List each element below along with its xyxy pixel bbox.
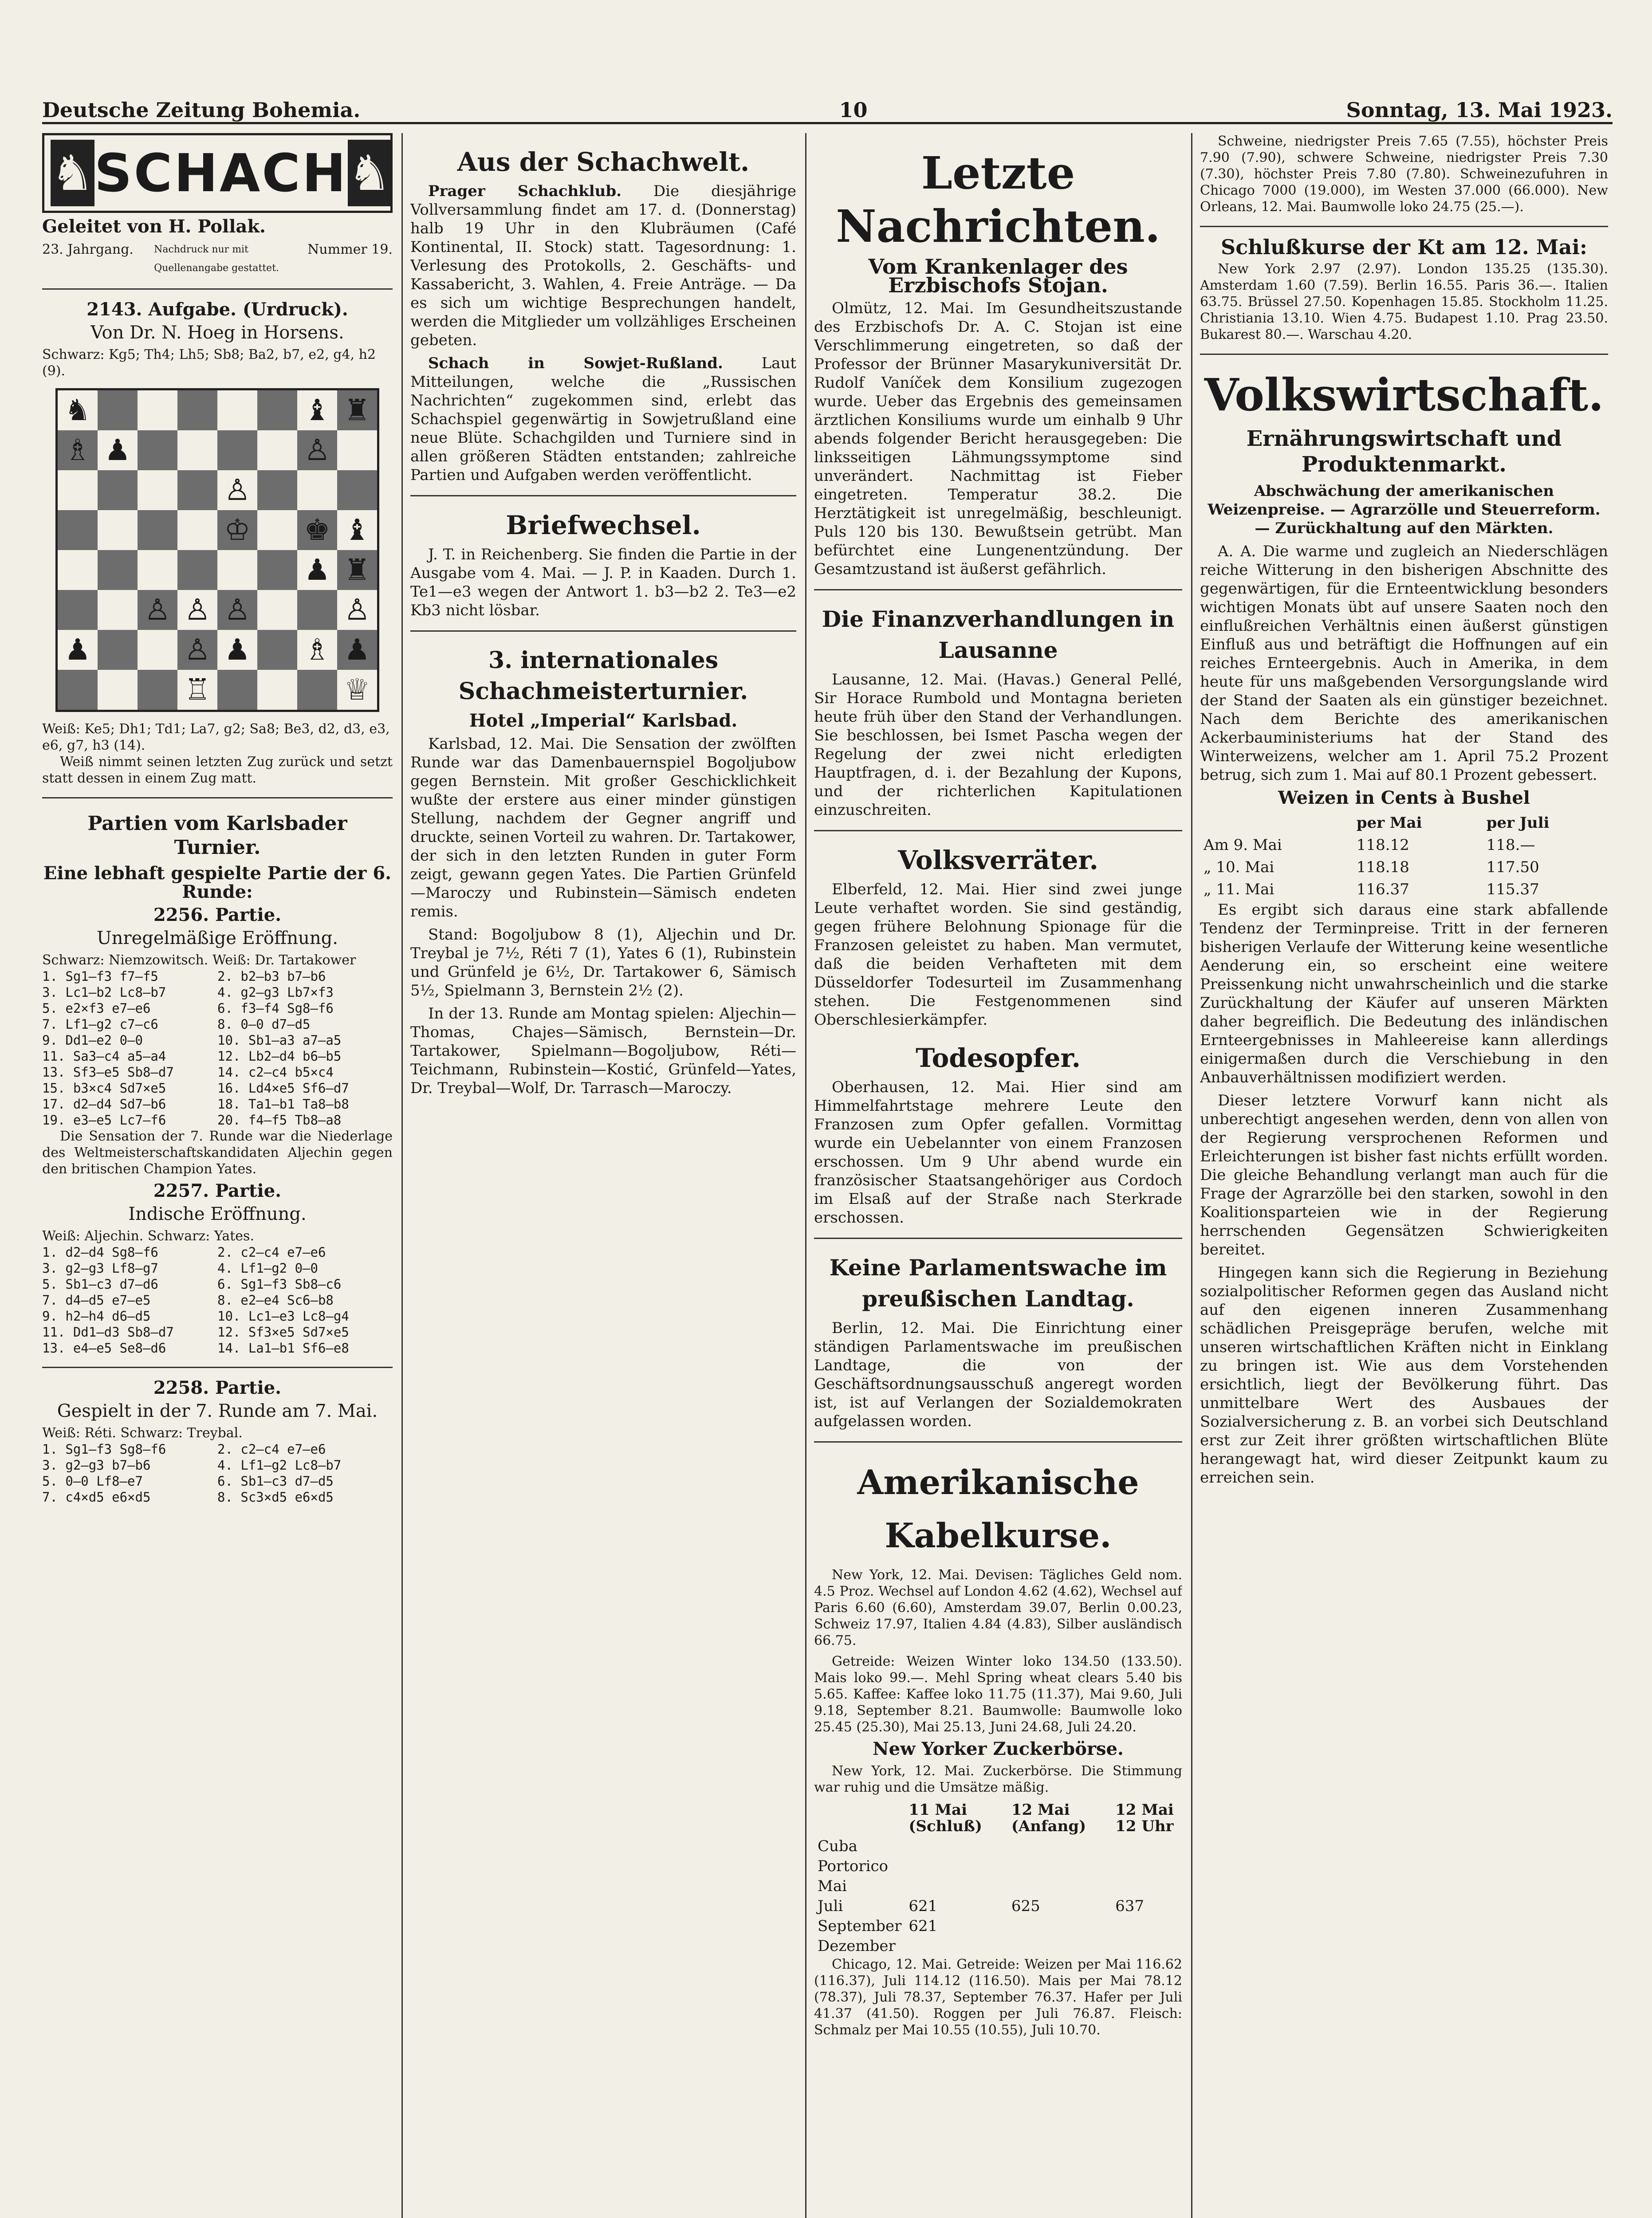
board-square [177,630,217,670]
issue-date: Sonntag, 13. Mai 1923. [1346,98,1613,122]
table-cell: 621 [909,1917,938,1935]
move-entry: 12. Lb2—d4 b6—b5 [217,1049,342,1064]
table-cell: 637 [1115,1897,1144,1915]
table-row [1200,856,1608,878]
chess-piece-icon: ♟ [64,633,91,667]
board-square [257,470,297,510]
move-entry: 1. d2—d4 Sg8—f6 [42,1245,158,1260]
chess-news-column [410,133,796,2218]
move-entry: 8. e2—e4 Sc6—b8 [217,1293,334,1308]
divider [1200,354,1608,355]
table-row [814,1800,1182,1837]
chess-piece-icon: ♙ [304,433,330,467]
divider [410,495,796,496]
board-square [58,510,98,550]
prussia-title: Keine Parlamentswache im preußischen Landtag. [829,1255,1167,1312]
table-cell [1112,1916,1182,1936]
board-square [177,590,217,630]
chess-piece-icon: ♟ [344,633,370,667]
board-square [177,390,217,430]
table-row [814,1896,1182,1916]
board-square [58,470,98,510]
table-cell [905,1936,1007,1956]
stojan-title: Vom Krankenlager des Erzbischofs Stojan. [868,255,1128,297]
board-square [257,630,297,670]
move-entry: 4. Lf1—g2 0—0 [217,1261,318,1276]
chicago-text: Chicago, 12. Mai. Getreide: Weizen per Mai 116.62 (116.37), Juli 114.12 (116.50). Mais per Mai 78.12 (78.37), Juli 78.37, September 76.37. Hafer per Juli 41.37 (41.50). Roggen per Juli 76.87. Fleisch: Schmalz per Mai 10.55 (10.55), Juli 10.70. [814,1957,1182,2038]
board-square [297,430,337,470]
board-square [257,510,297,550]
move-entry: 14. La1—b1 Sf6—e8 [217,1341,349,1356]
move-entry: 10. Sb1—a3 a7—a5 [217,1033,342,1048]
table-row [1200,878,1608,901]
tournament-title: 3. internationales Schachmeisterturnier. [458,647,748,705]
table-cell: per Juli [1486,814,1550,832]
sugar-text: New York, 12. Mai. Zuckerbörse. Die Stimmung war ruhig und die Umsätze mäßig. [814,1763,1182,1795]
chess-piece-icon: ♗ [64,433,91,467]
board-square [217,430,257,470]
chess-volume: 23. Jahrgang. [42,242,134,257]
game1-moves [42,968,393,1128]
economy-text-4: Hingegen kann sich die Regierung in Beziehung sozialpolitischer Reformen gegen das Ausland nicht auf den eigenen inneren Zusammenhang schädlichen Preisgepräge berufen, welche mit unseren wirtschaftlichen Kräften nicht in Einklang zu bringen ist. Wie aus dem Vorstehenden ersichtlich, liegt der Bevölkerung führt. Das unmittelbare Wert des Ausbaues der Sozialversicherung z. B. an vorbei sich Deutschland erst zur Zeit ihrer größten wirtschaftlichen Blüte herangewagt hat, wird dieser Zeitpunkt kaum zu erreichen sein. [1200,1264,1608,1487]
soviet-text: Laut Mitteilungen, welche die „Russischen Nachrichten“ zugekommen sind, erlebt das Schachspiel gegenwärtig in Sowjetrußland eine neue Blüte. Schachgilden und Turniere sind in allen größeren Städten entstanden; zahlreiche Partien und Aufgaben werden veröffentlicht. [410,354,796,484]
board-square [58,630,98,670]
latest-news-title: Letzte Nachrichten. [836,147,1160,252]
move-entry: 7. Lf1—g2 c7—c6 [42,1017,158,1032]
cable-text-2: Getreide: Weizen Winter loko 134.50 (133.50). Mais loko 99.—. Mehl Spring wheat clears 5.40 bis 5.65. Kaffee: Kaffee loko 11.75 (11.37), Mai 9.60, Juli 9.18, September 8.21. Baumwolle: Baumwolle loko 25.45 (25.30), Mai 25.13, Juni 24.68, Juli 24.20. [814,1654,1182,1735]
move-entry: 6. Sg1—f3 Sb8—c6 [217,1277,342,1292]
game1-sub: Eine lebhaft gespielte Partie der 6. Runde: [43,863,392,902]
tournament-round13: In der 13. Runde am Montag spielen: Aljechin—Thomas, Chajes—Sämisch, Bernstein—Dr. Tartakower, Spielmann—Bogoljubow, Réti—Teichmann, Rubinstein—Kostić, Grünfeld—Yates, Dr. Treybal—Wolf, Dr. Tarrasch—Maroczy. [410,1005,796,1097]
board-square [337,510,377,550]
knight-icon: ♞ [51,140,94,206]
move-entry: 15. b3×c4 Sd7×e5 [42,1081,166,1096]
board-square [297,510,337,550]
economy-subtitle: Ernährungswirtschaft und Produktenmarkt. [1246,426,1562,477]
chess-number: Nummer 19. [307,242,393,257]
table-cell: Am 9. Mai [1204,836,1282,854]
divider [814,1238,1182,1239]
table-cell [905,1856,1007,1876]
chess-title: SCHACH [94,142,348,204]
zurich-text: New York 2.97 (2.97). London 135.25 (135.30). Amsterdam 1.60 (7.59). Berlin 16.55. Paris 36.—. Italien 63.75. Brüssel 27.50. Kopenhagen 15.85. Stockholm 11.25. Christiania 13.10. Wien 4.75. Budapest 1.10. Prag 23.50. Bukarest 80.—. Warschau 4.20. [1200,261,1608,342]
game2-opening: Indische Eröffnung. [128,1204,307,1224]
board-square [138,590,177,630]
table-cell: 115.37 [1486,881,1539,898]
soviet-title: Schach in Sowjet-Rußland. [428,354,723,372]
chess-piece-icon: ♕ [344,672,370,707]
table-cell: „ 10. Mai [1204,858,1274,876]
chess-piece-icon: ♙ [224,593,251,627]
move-entry: 6. f3—f4 Sg8—f6 [217,1001,334,1016]
move-entry: 11. Sa3—c4 a5—a4 [42,1049,166,1064]
letters-text: J. T. in Reichenberg. Sie finden die Partie in der Ausgabe vom 4. Mai. — J. P. in Kaaden. Durch 1. Te1—e3 wegen der Antwort 1. b3—b2 2. Te3—e2 Kb3 nicht lösbar. [410,546,796,619]
chess-reprint: Nachdruck nur mit Quellenangabe gestattet. [154,244,279,274]
newspaper-title: Deutsche Zeitung Bohemia. [42,98,361,122]
board-square [337,670,377,710]
board-square [98,670,138,710]
chess-board [55,388,379,712]
move-entry: 5. e2×f3 e7—e6 [42,1001,151,1016]
board-square [217,390,257,430]
zurich-title: Schlußkurse der Kt am 12. Mai: [1221,235,1587,259]
board-square [297,470,337,510]
board-square [138,550,177,590]
table-cell: Dezember [818,1937,896,1955]
death-title: Todesopfer. [916,1043,1081,1073]
table-row [1200,834,1608,856]
table-cell [814,1800,905,1837]
table-cell: 625 [1011,1897,1040,1915]
economy-subtitle-2: Abschwächung der amerikanischen Weizenpreise. — Agrarzölle und Steuerreform. — Zurückhaltung auf den Märkten. [1208,482,1601,537]
board-square [138,470,177,510]
board-square [138,630,177,670]
wheat-table [1200,812,1608,901]
board-square [58,550,98,590]
table-cell: Cuba [818,1837,857,1855]
move-entry: 4. g2—g3 Lb7×f3 [217,985,334,1000]
chess-piece-icon: ♟ [104,433,131,467]
move-entry: 2. c2—c4 e7—e6 [217,1245,326,1260]
divider [42,797,393,798]
board-square [98,630,138,670]
move-entry: 13. e4—e5 Se8—d6 [42,1341,166,1356]
board-square [337,430,377,470]
board-square [98,470,138,510]
tournament-text: Karlsbad, 12. Mai. Die Sensation der zwölften Runde war das Damenbauernspiel Bogoljubow gegen Bernstein. Mit großer Geschicklichkeit wußte der erstere aus einer minder günstigen Stellung, nachdem der Gegner angriff und druckte, seinen Vorteil zu wahren. Dr. Tartakower, der sich in den letzten Runden in guter Form zeigt, gewann gegen Yates. Die Partien Grünfeld—Maroczy und Rubinstein—Sämisch endeten remis. [410,735,796,920]
traitor-text: Elberfeld, 12. Mai. Hier sind zwei junge Leute verhaftet worden. Sie sind geständig, gegen frühere Belohnung Spionage für die Franzosen geleistet zu haben. Man vermutet, daß die beiden Verhafteten mit dem Düsseldorfer Todesurteil im Zusammenhang stehen. Die Festgenommenen sind Oberschlesierkämpfer. [814,881,1182,1029]
board-square [257,590,297,630]
move-entry: 7. d4—d5 e7—e5 [42,1293,151,1308]
board-square [217,630,257,670]
wheat-title: Weizen in Cents à Bushel [1278,787,1530,808]
move-entry: 12. Sf3×e5 Sd7×e5 [217,1325,349,1340]
sugar-table [814,1800,1182,1956]
board-square [177,670,217,710]
chess-meta [42,240,393,278]
column-divider [805,133,806,2218]
table-row [814,1856,1182,1876]
board-square [297,670,337,710]
page-header [42,91,1613,124]
board-square [337,550,377,590]
move-entry: 7. c4×d5 e6×d5 [42,1490,151,1505]
tournament-sub: Hotel „Imperial“ Karlsbad. [469,710,738,731]
move-entry: 14. c2—c4 b5×c4 [217,1065,334,1080]
move-entry: 3. g2—g3 b7—b6 [42,1458,151,1473]
column-divider [1191,133,1192,2218]
board-square [297,590,337,630]
move-entry: 3. g2—g3 Lf8—g7 [42,1261,158,1276]
board-square [177,470,217,510]
board-square [257,550,297,590]
problem-title: 2143. Aufgabe. (Urdruck). [87,299,348,320]
economy-text: A. A. Die warme und zugleich an Niederschlägen reiche Witterung in den bisherigen Abschnitte des gegenwärtigen, für die Ernteentwicklung besonders wichtigen Monats übt auf unsere Saaten noch den einflußreichen Verhältnis einen äußerst günstigen Einfluß aus und beträftigt die Hoffnungen auf ein reiches Ernteergebnis. Auch in Amerika, in dem heute für uns maßgebenden Versorgungslande wird der Stand der Saaten als ein günstiger bezeichnet. Nach dem Berichte des amerikanischen Ackerbauministeriums hat der Stand des Winterweizens, welcher am 1. April 75.2 Prozent betrug, sich zum 1. Mai auf 80.1 Prozent gebessert. [1200,543,1608,784]
chess-piece-icon: ♖ [184,672,211,707]
chess-piece-icon: ♗ [304,633,330,667]
game2-players: Weiß: Aljechin. Schwarz: Yates. [42,1228,254,1244]
economy-title: Volkswirtschaft. [1204,369,1604,421]
chess-piece-icon: ♝ [344,513,370,547]
economy-text-3: Dieser letztere Vorwurf kann nicht als unberechtigt angesehen werden, denn von allen von der Regierung versprochenen Reformen und Erleichterungen ist bisher fast nichts erfüllt worden. Die gleiche Behandlung verlangt man auch für die Frage der Agrarzölle bei den starken, sowohl in den Koalitionsparteien wie in der Regierung herrschenden Gegensätzen Schwierigkeiten bereitet. [1200,1092,1608,1258]
club-text: Die diesjährige Vollversammlung findet am 17. d. (Donnerstag) halb 19 Uhr in den Klubräumen (Café Kontinental, II. Stock) statt. Tagesordnung: 1. Verlesung des Protokolls, 2. Geschäfts- und Kassabericht, 3. Wahlen, 4. Freie Anträge. — Da es sich um wichtige Besprechungen handelt, werden die Mitglieder um vollzähliges Erscheinen gebeten. [410,182,796,349]
table-cell: Juli [818,1897,843,1915]
board-square [98,390,138,430]
table-cell: 11 Mai (Schluß) [909,1801,982,1835]
stojan-text: Olmütz, 12. Mai. Im Gesundheitszustande des Erzbischofs Dr. A. C. Stojan ist eine Verschlimmerung eingetreten, so daß der Professor der Brünner Masarykuniversität Dr. Rudolf Vaníček dem Konsilium zugezogen wurde. Ueber das Ergebnis des gemeinsamen ärztlichen Konsiliums wurde um einhalb 9 Uhr abends folgender Bericht herausgegeben: Die linksseitigen Lähmungssymptome sind unverändert. Nachmittag ist Fieber eingetreten. Temperatur 38.2. Die Herztätigkeit ist unregelmäßig, beschleunigt. Puls 120 bis 130. Bewußtsein getrübt. Man befürchtet eine Lungenentzündung. Der Gesamtzustand ist äußerst gefährlich. [814,299,1182,578]
game1-opening: Unregelmäßige Eröffnung. [96,928,338,948]
table-cell: 118.12 [1356,836,1409,854]
table-cell [1008,1936,1112,1956]
game3-players: Weiß: Réti. Schwarz: Treybal. [42,1425,243,1441]
table-cell [1112,1856,1182,1876]
game1-title: Partien vom Karlsbader Turnier. [87,812,347,859]
tournament-standings: Stand: Bogoljubow 8 (1), Aljechin und Dr. Treybal je 7½, Réti 7 (1), Yates 6 (1), Rubinstein und Grünfeld je 6½, Dr. Tartakower 6, Sämisch 5½, Spielmann 3, Bernstein 2½ (2). [410,926,796,999]
game1-players: Schwarz: Niemzowitsch. Weiß: Dr. Tartakower [42,952,356,968]
board-square [217,550,257,590]
chess-piece-icon: ♔ [224,513,251,547]
board-square [337,630,377,670]
board-square [58,430,98,470]
table-cell: 12 Mai 12 Uhr [1115,1801,1174,1835]
move-entry: 6. Sb1—c3 d7—d5 [217,1474,334,1489]
table-row [1200,812,1608,834]
chess-piece-icon: ♙ [224,473,251,507]
table-cell [905,1876,1007,1896]
cable-title: Amerikanische Kabelkurse. [857,1463,1139,1555]
table-cell: 116.37 [1356,881,1409,898]
move-entry: 5. Sb1—c3 d7—d6 [42,1277,158,1292]
divider [1200,226,1608,227]
table-cell: „ 11. Mai [1204,881,1274,898]
board-square [297,550,337,590]
chess-piece-icon: ♙ [344,593,370,627]
move-entry: 1. Sg1—f3 Sg8—f6 [42,1442,166,1457]
move-entry: 13. Sf3—e5 Sb8—d7 [42,1065,174,1080]
death-text: Oberhausen, 12. Mai. Hier sind am Himmelfahrtstage mehrere Leute den Franzosen zum Opfer gefallen. Vormittag wurde ein Uebelannter von einem Franzosen erschossen. Um 9 Uhr abend wurde ein französischer Staatsangehöriger aus Cordoch im Elsaß auf der Straße nach Sterkrade erschossen. [814,1078,1182,1227]
chess-piece-icon: ♜ [344,393,370,427]
table-cell [1112,1876,1182,1896]
board-square [337,390,377,430]
table-cell: Mai [818,1877,847,1895]
board-square [217,470,257,510]
news-column [814,133,1182,2218]
lausanne-text: Lausanne, 12. Mai. (Havas.) General Pellé, Sir Horace Rumbold und Montagna berieten heute früh über den Stand der Verhandlungen. Sie beschlossen, bei Ismet Pascha wegen der Regelung der zwei nicht erledigten Hauptfragen, d. i. der Bezahlung der Kupons, und der richterlichen Kapitulationen einzuschreiten. [814,671,1182,819]
knight-icon: ♞ [348,140,392,206]
chess-piece-icon: ♚ [304,513,330,547]
move-entry: 4. Lf1—g2 Lc8—b7 [217,1458,342,1473]
problem-text: Weiß nimmt seinen letzten Zug zurück und setzt statt dessen in einem Zug matt. [42,754,393,786]
divider [42,288,393,290]
traitor-title: Volksverräter. [898,845,1098,875]
economy-column [1200,133,1608,2218]
table-cell: per Mai [1356,814,1422,832]
divider [814,830,1182,831]
move-entry: 16. Ld4×e5 Sf6—d7 [217,1081,349,1096]
table-cell: 118.18 [1356,858,1409,876]
chess-editor: Geleitet von H. Pollak. [42,216,266,237]
move-entry: 2. c2—c4 e7—e6 [217,1442,326,1457]
board-square [177,430,217,470]
chess-piece-icon: ♙ [184,633,211,667]
move-entry: 1. Sg1—f3 f7—f5 [42,969,158,984]
divider [814,1441,1182,1443]
board-square [98,590,138,630]
board-square [257,430,297,470]
economy-text-2: Es ergibt sich daraus eine stark abfallende Tendenz der Terminpreise. Tritt in der ferneren bisherigen Verlaufe der Witterung keine wesentliche Aenderung ein, so erscheint eine weitere Preissenkung nicht unwahrscheinlich und die starke Zurückhaltung der Käufer auf unseren Märkten daher begreiflich. Die Bedeutung des inländischen Ernteergebnisses in Mahleereise kann allerdings einigermaßen durch die Verschiebung in den Anbauverhältnissen modifiziert werden. [1200,901,1608,1086]
cable-text: New York, 12. Mai. Devisen: Tägliches Geld nom. 4.5 Proz. Wechsel auf London 4.62 (4.62), Wechsel auf Paris 6.60 (6.60), Amsterdam 39.07, Berlin 0.00.23, Schweiz 17.97, Italien 4.84 (4.83), Silber ausländisch 66.75. [814,1567,1182,1648]
game3-moves [42,1441,393,1505]
letters-title: Briefwechsel. [506,510,701,540]
board-square [217,510,257,550]
game3-number: 2258. Partie. [153,1377,282,1398]
board-square [58,390,98,430]
chess-masthead [42,133,393,213]
board-square [138,390,177,430]
board-square [257,390,297,430]
page-number: 10 [839,98,868,122]
chess-piece-icon: ♟ [224,633,251,667]
board-square [138,430,177,470]
chess-piece-icon: ♞ [64,393,91,427]
divider [42,1367,393,1368]
move-entry: 11. Dd1—d3 Sb8—d7 [42,1325,174,1340]
market-text: Schweine, niedrigster Preis 7.65 (7.55), höchster Preis 7.90 (7.90), schwere Schweine, niedrigster Preis 7.30 (7.30), höchster Preis 7.80 (7.80). Schweinezufuhren in Chicago 7000 (19.000), im Westen 37.000 (66.000). New Orleans, 12. Mai. Baumwolle loko 24.75 (25.—). [1200,134,1608,215]
game3-sub: Gespielt in der 7. Runde am 7. Mai. [57,1401,378,1421]
table-cell: September [818,1917,902,1935]
board-square [177,550,217,590]
board-square [58,670,98,710]
problem-black: Schwarz: Kg5; Th4; Lh5; Sb8; Ba2, b7, e2, g4, h2 (9). [42,347,376,379]
board-square [138,670,177,710]
game1-number: 2256. Partie. [153,905,282,925]
problem-author: Von Dr. N. Hoeg in Horsens. [90,322,344,343]
table-cell [1008,1837,1112,1856]
move-entry: 3. Lc1—b2 Lc8—b7 [42,985,166,1000]
table-row [814,1936,1182,1956]
lausanne-title: Die Finanzverhandlungen in Lausanne [822,606,1175,663]
table-cell: 117.50 [1486,858,1539,876]
table-cell: 621 [909,1897,938,1915]
table-row [814,1916,1182,1936]
table-row [814,1837,1182,1856]
table-cell [1008,1876,1112,1896]
game2-moves [42,1244,393,1356]
prussia-text: Berlin, 12. Mai. Die Einrichtung einer ständigen Parlamentswache im preußischen Landtage, die von der Geschäftsordnungsausschuß angeregt worden ist, ist auf Verlangen der Sozialdemokraten aufgelassen worden. [814,1319,1182,1430]
divider [410,630,796,632]
sugar-title: New Yorker Zuckerbörse. [873,1738,1124,1759]
chess-piece-icon: ♙ [144,593,171,627]
table-cell [1112,1936,1182,1956]
move-entry: 5. 0—0 Lf8—e7 [42,1474,143,1489]
board-square [297,630,337,670]
chess-piece-icon: ♝ [304,393,330,427]
board-square [98,430,138,470]
table-cell [1008,1856,1112,1876]
table-cell: 12 Mai (Anfang) [1011,1801,1086,1835]
move-entry: 8. Sc3×d5 e6×d5 [217,1490,334,1505]
board-square [257,670,297,710]
board-square [217,590,257,630]
board-square [98,510,138,550]
board-square [98,550,138,590]
board-square [337,590,377,630]
board-square [297,390,337,430]
divider [814,589,1182,590]
table-cell [1112,1837,1182,1856]
board-square [177,510,217,550]
board-square [58,590,98,630]
chess-news-title: Aus der Schachwelt. [457,147,750,177]
table-row [814,1876,1182,1896]
chess-column [42,133,393,2218]
club-title: Prager Schachklub. [428,182,621,200]
game2-number: 2257. Partie. [153,1180,282,1201]
move-entry: 2. b2—b3 b7—b6 [217,969,326,984]
column-divider [401,133,403,2218]
move-entry: 20. f4—f5 Tb8—a8 [217,1113,342,1128]
board-square [337,470,377,510]
move-entry: 19. e3—e5 Lc7—f6 [42,1113,166,1128]
table-cell [1008,1916,1112,1936]
table-cell [905,1837,1007,1856]
chess-piece-icon: ♙ [184,593,211,627]
chess-piece-icon: ♜ [344,553,370,587]
move-entry: 9. h2—h4 d6—d5 [42,1309,151,1324]
table-cell: 118.— [1486,836,1535,854]
table-cell [1200,812,1353,834]
table-cell: Portorico [818,1857,888,1875]
move-entry: 9. Dd1—e2 0—0 [42,1033,143,1048]
move-entry: 8. 0—0 d7—d5 [217,1017,311,1032]
move-entry: 18. Ta1—b1 Ta8—b8 [217,1097,349,1112]
board-square [217,670,257,710]
move-entry: 10. Lc1—e3 Lc8—g4 [217,1309,349,1324]
problem-white: Weiß: Ke5; Dh1; Td1; La7, g2; Sa8; Be3, d2, d3, e3, e6, g7, h3 (14). [42,721,390,753]
chess-piece-icon: ♟ [304,553,330,587]
board-square [138,510,177,550]
move-entry: 17. d2—d4 Sd7—b6 [42,1097,166,1112]
game1-note: Die Sensation der 7. Runde war die Niederlage des Weltmeisterschaftskandidaten Aljechin gegen den britischen Champion Yates. [42,1129,393,1177]
